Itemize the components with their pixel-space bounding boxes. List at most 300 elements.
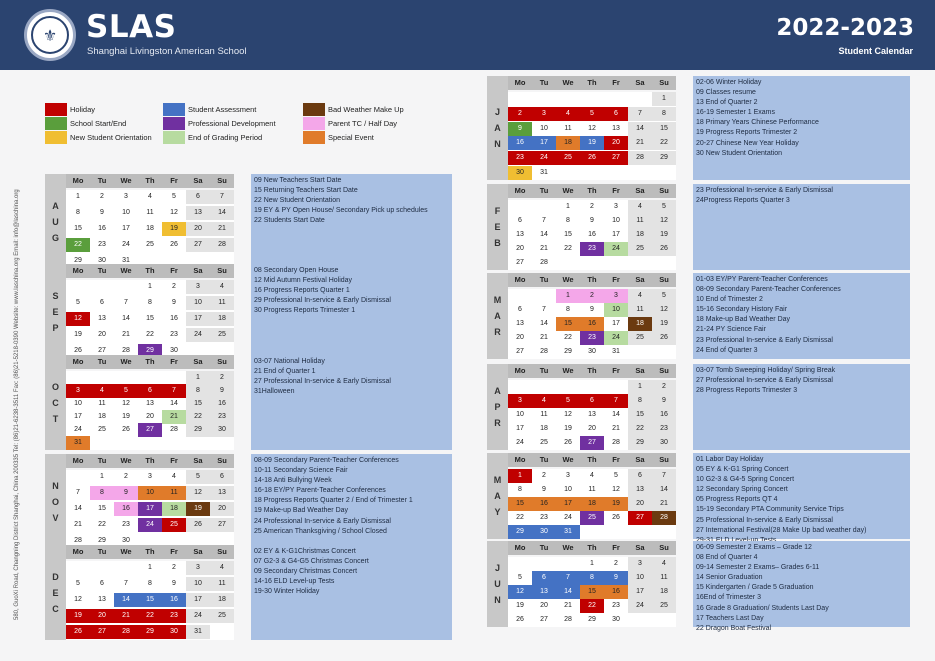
date-cell: 21 bbox=[628, 136, 652, 150]
date-cell: 19 bbox=[516, 602, 524, 609]
date-cell: 22 bbox=[564, 334, 572, 341]
event-item: 18 Progress Reports Quarter 2 / End of Trimester 1 bbox=[254, 497, 413, 505]
date-cell: 13 bbox=[210, 486, 234, 500]
date-cell: 27 bbox=[516, 348, 524, 355]
date-cell: 19 bbox=[652, 317, 676, 331]
weekday-label: Tu bbox=[539, 275, 549, 284]
date-cell: 15 bbox=[508, 497, 532, 511]
month-dec bbox=[45, 545, 235, 640]
month-label bbox=[487, 364, 508, 450]
seal-icon: ⚜ bbox=[31, 16, 69, 54]
date-cell: 30 bbox=[210, 423, 234, 437]
date-cell: 28 bbox=[612, 439, 620, 446]
date-cell: 11 bbox=[628, 303, 652, 317]
date-cell: 23 bbox=[170, 331, 178, 338]
date-cell: 25 bbox=[162, 518, 186, 532]
date-cell: 2 bbox=[172, 283, 176, 290]
event-item: 22 Dragon Boat Festival bbox=[696, 624, 772, 632]
event-item: 08-09 Secondary Parent-Teacher Conferences bbox=[254, 457, 399, 464]
event-item: 23 Professional In-service & Early Dismissal bbox=[696, 336, 833, 344]
weekday-label: Sa bbox=[635, 366, 645, 375]
date-cell: 28 bbox=[628, 151, 652, 165]
weekday-label: Mo bbox=[72, 456, 84, 465]
date-cell: 21 bbox=[210, 222, 234, 236]
month-letter: A bbox=[494, 123, 501, 133]
date-cell: 27 bbox=[210, 518, 234, 532]
month-apr bbox=[487, 364, 677, 450]
month-letter: G bbox=[51, 232, 59, 243]
date-cell: 19 bbox=[74, 331, 82, 338]
date-cell: 4 bbox=[90, 384, 114, 398]
weekday-label: Mo bbox=[514, 543, 526, 552]
date-cell: 31 bbox=[186, 625, 210, 639]
event-item: 01-03 EY/PY Parent-Teacher Conferences bbox=[696, 276, 828, 283]
date-cell: 8 bbox=[518, 486, 522, 493]
events-panel bbox=[251, 454, 452, 549]
date-cell: 4 bbox=[652, 557, 676, 571]
weekday-label: Tu bbox=[97, 176, 107, 185]
month-letter: J bbox=[494, 563, 500, 573]
date-cell: 9 bbox=[172, 299, 176, 306]
date-grid bbox=[508, 380, 676, 450]
date-cell: 23 bbox=[162, 609, 186, 623]
date-cell: 29 bbox=[186, 423, 210, 437]
event-item: 17 Teachers Last Day bbox=[696, 614, 764, 622]
date-cell: 16 bbox=[604, 585, 628, 599]
month-may bbox=[487, 453, 677, 539]
legend-label: Parent TC / Half Day bbox=[328, 119, 398, 128]
weekday-label: Su bbox=[659, 455, 669, 464]
month-label bbox=[487, 453, 508, 539]
event-item: 12 Mid Autumn Festival Holiday bbox=[254, 277, 353, 285]
date-cell: 24 bbox=[186, 609, 210, 623]
date-cell: 13 bbox=[628, 483, 652, 497]
date-cell: 5 bbox=[580, 107, 604, 121]
date-cell: 28 bbox=[540, 348, 548, 355]
month-label bbox=[45, 355, 66, 450]
date-cell: 4 bbox=[172, 473, 176, 480]
date-cell: 23 bbox=[612, 602, 620, 609]
date-cell: 14 bbox=[612, 411, 620, 418]
date-cell: 16 bbox=[580, 317, 604, 331]
month-letter: Y bbox=[494, 507, 501, 517]
weekday-label: Mo bbox=[514, 455, 526, 464]
date-cell: 3 bbox=[186, 280, 210, 294]
date-cell: 27 bbox=[604, 151, 628, 165]
date-cell: 30 bbox=[612, 616, 620, 623]
date-cell: 20 bbox=[98, 331, 106, 338]
date-cell: 20 bbox=[540, 602, 548, 609]
date-cell: 5 bbox=[652, 200, 676, 214]
date-cell: 14 bbox=[540, 231, 548, 238]
date-cell: 26 bbox=[170, 241, 178, 248]
date-cell: 6 bbox=[186, 190, 210, 204]
date-cell: 21 bbox=[652, 497, 676, 511]
date-cell: 17 bbox=[532, 136, 556, 150]
date-cell: 13 bbox=[516, 320, 524, 327]
date-cell: 22 bbox=[138, 609, 162, 623]
date-cell: 10 bbox=[186, 577, 210, 591]
events-panel bbox=[693, 273, 910, 359]
date-cell: 25 bbox=[98, 426, 106, 433]
date-cell: 1 bbox=[186, 371, 210, 385]
date-cell: 8 bbox=[628, 394, 652, 408]
event-item: 16 Progress Reports Quarter 1 bbox=[254, 287, 350, 295]
date-cell: 27 bbox=[516, 259, 524, 266]
weekday-label: Th bbox=[145, 456, 155, 465]
date-cell: 10 bbox=[628, 571, 652, 585]
weekday-label: Fr bbox=[612, 543, 620, 552]
date-cell: 22 bbox=[652, 136, 676, 150]
date-cell: 27 bbox=[580, 436, 604, 450]
legend-item bbox=[163, 131, 262, 144]
date-cell: 10 bbox=[516, 411, 524, 418]
date-cell: 2 bbox=[100, 193, 104, 200]
month-letter: A bbox=[494, 491, 501, 501]
date-cell: 1 bbox=[556, 289, 580, 303]
event-item: 14 Senior Graduation bbox=[696, 574, 763, 582]
date-cell: 28 bbox=[122, 347, 130, 354]
legend-item bbox=[45, 131, 152, 144]
date-cell: 2 bbox=[542, 472, 546, 479]
date-cell: 3 bbox=[508, 394, 532, 408]
event-item: 02 EY & K-G1Christmas Concert bbox=[254, 548, 356, 555]
weekday-label: Mo bbox=[514, 366, 526, 375]
date-cell: 13 bbox=[588, 411, 596, 418]
date-cell: 12 bbox=[66, 312, 90, 326]
event-item: 06-09 Semester 2 Exams – Grade 12 bbox=[696, 544, 812, 551]
event-item: 30 New Student Orientation bbox=[696, 149, 782, 157]
weekday-header bbox=[66, 355, 234, 369]
date-grid bbox=[66, 561, 234, 640]
month-label bbox=[45, 174, 66, 269]
date-cell: 9 bbox=[114, 486, 138, 500]
date-cell: 24 bbox=[604, 331, 628, 345]
event-item: 16-19 Semester 1 Exams bbox=[696, 109, 775, 117]
date-cell: 4 bbox=[532, 394, 556, 408]
date-cell: 26 bbox=[580, 151, 604, 165]
date-cell: 18 bbox=[210, 312, 234, 326]
legend-item bbox=[303, 131, 374, 144]
legend-label: Professional Development bbox=[188, 119, 276, 128]
weekday-label: We bbox=[562, 455, 574, 464]
events-panel bbox=[693, 364, 910, 450]
event-item: 03-07 National Holiday bbox=[254, 358, 325, 365]
legend-swatch bbox=[45, 117, 67, 130]
date-cell: 28 bbox=[170, 426, 178, 433]
date-cell: 12 bbox=[564, 411, 572, 418]
weekday-label: Tu bbox=[539, 78, 549, 87]
event-item: 09-14 Semester 2 Exams– Grades 6-11 bbox=[696, 564, 820, 572]
date-cell: 23 bbox=[540, 514, 548, 521]
date-cell: 15 bbox=[556, 317, 580, 331]
weekday-label: Fr bbox=[612, 275, 620, 284]
date-cell: 22 bbox=[580, 599, 604, 613]
legend-label: New Student Orientation bbox=[70, 133, 152, 142]
date-cell: 13 bbox=[532, 585, 556, 599]
month-letter: F bbox=[494, 206, 501, 216]
date-cell: 7 bbox=[556, 571, 580, 585]
event-item: 02-06 Winter Holiday bbox=[696, 79, 762, 86]
weekday-label: Tu bbox=[97, 357, 107, 366]
date-cell: 5 bbox=[172, 193, 176, 200]
month-letter: D bbox=[52, 571, 59, 582]
date-cell: 8 bbox=[148, 580, 152, 587]
month-jun bbox=[487, 541, 677, 627]
date-cell: 25 bbox=[146, 241, 154, 248]
weekday-label: Tu bbox=[539, 186, 549, 195]
date-cell: 17 bbox=[122, 225, 130, 232]
month-letter: B bbox=[494, 238, 501, 248]
date-cell: 7 bbox=[124, 580, 128, 587]
date-cell: 7 bbox=[628, 107, 652, 121]
date-cell: 11 bbox=[146, 209, 154, 216]
date-cell: 26 bbox=[122, 426, 130, 433]
date-cell: 20 bbox=[210, 502, 234, 516]
weekday-label: We bbox=[562, 78, 574, 87]
date-cell: 2 bbox=[590, 203, 594, 210]
date-cell: 23 bbox=[580, 242, 604, 256]
date-cell: 24 bbox=[186, 328, 210, 342]
date-cell: 25 bbox=[210, 609, 234, 623]
date-cell: 15 bbox=[74, 225, 82, 232]
month-label bbox=[45, 454, 66, 549]
month-letter: N bbox=[494, 139, 501, 149]
date-cell: 22 bbox=[98, 521, 106, 528]
date-cell: 10 bbox=[540, 124, 548, 132]
brand-name: SLAS bbox=[86, 9, 177, 45]
date-cell: 19 bbox=[564, 425, 572, 432]
date-cell: 27 bbox=[186, 238, 210, 252]
weekday-label: Mo bbox=[72, 266, 84, 275]
date-cell: 8 bbox=[186, 384, 210, 398]
date-cell: 21 bbox=[564, 602, 572, 609]
date-cell: 1 bbox=[508, 469, 532, 483]
date-grid bbox=[66, 470, 234, 549]
weekday-header bbox=[508, 184, 676, 198]
event-item: 14-16 ELD Level-up Tests bbox=[254, 578, 335, 586]
date-cell: 22 bbox=[186, 410, 210, 424]
month-letter: O bbox=[51, 496, 59, 507]
date-cell: 26 bbox=[652, 331, 676, 345]
date-cell: 3 bbox=[66, 384, 90, 398]
event-item: 27 Professional In-service & Early Dismissal bbox=[254, 378, 391, 386]
month-letter: N bbox=[52, 480, 59, 491]
date-cell: 27 bbox=[628, 511, 652, 525]
date-cell: 2 bbox=[124, 473, 128, 480]
date-cell: 7 bbox=[210, 190, 234, 204]
date-cell: 13 bbox=[146, 400, 154, 407]
weekday-label: Mo bbox=[72, 547, 84, 556]
date-cell: 11 bbox=[540, 411, 548, 418]
event-item: 01 Labor Day Holiday bbox=[696, 456, 764, 463]
date-cell: 20 bbox=[516, 245, 524, 252]
date-cell: 17 bbox=[186, 593, 210, 607]
date-cell: 7 bbox=[542, 217, 546, 224]
weekday-label: We bbox=[120, 176, 132, 185]
weekday-label: We bbox=[120, 357, 132, 366]
date-cell: 24 bbox=[122, 241, 130, 248]
weekday-header bbox=[66, 545, 234, 559]
date-cell: 20 bbox=[186, 222, 210, 236]
weekday-label: We bbox=[120, 547, 132, 556]
month-sep bbox=[45, 264, 235, 359]
date-cell: 19 bbox=[652, 228, 676, 242]
date-cell: 1 bbox=[148, 564, 152, 571]
date-cell: 12 bbox=[170, 209, 178, 216]
date-cell: 11 bbox=[588, 486, 596, 493]
month-letter: T bbox=[52, 413, 59, 424]
event-item: 09 Classes resume bbox=[696, 89, 756, 97]
date-cell: 27 bbox=[98, 347, 106, 354]
weekday-label: Mo bbox=[514, 186, 526, 195]
date-cell: 28 bbox=[540, 259, 548, 266]
date-cell: 26 bbox=[74, 347, 82, 354]
date-cell: 30 bbox=[162, 625, 186, 639]
weekday-label: We bbox=[562, 275, 574, 284]
date-cell: 9 bbox=[210, 384, 234, 398]
date-cell: 14 bbox=[540, 320, 548, 327]
date-cell: 20 bbox=[628, 497, 652, 511]
date-cell: 19 bbox=[66, 609, 90, 623]
legend-swatch bbox=[163, 103, 185, 116]
event-item: 15 Kindergarten / Grade 5 Graduation bbox=[696, 584, 814, 592]
legend-label: Holiday bbox=[70, 105, 96, 114]
weekday-label: Th bbox=[587, 455, 597, 464]
date-cell: 25 bbox=[628, 331, 652, 345]
date-cell: 8 bbox=[566, 306, 570, 313]
date-cell: 10 bbox=[564, 486, 572, 493]
date-cell: 26 bbox=[564, 439, 572, 446]
date-cell: 16 bbox=[170, 315, 178, 322]
date-cell: 23 bbox=[210, 410, 234, 424]
weekday-label: Fr bbox=[170, 547, 178, 556]
date-cell: 11 bbox=[162, 486, 186, 500]
date-cell: 4 bbox=[210, 561, 234, 575]
month-letter: N bbox=[494, 595, 501, 605]
month-letter: O bbox=[51, 381, 59, 392]
month-letter: M bbox=[493, 295, 502, 305]
legend-item bbox=[163, 103, 256, 116]
date-cell: 12 bbox=[652, 303, 676, 317]
date-cell: 17 bbox=[628, 585, 652, 599]
month-letter: R bbox=[494, 327, 501, 337]
date-cell: 30 bbox=[652, 436, 676, 450]
event-item: 15-19 Secondary PTA Community Service Trips bbox=[696, 506, 844, 514]
date-cell: 17 bbox=[138, 502, 162, 516]
date-cell: 7 bbox=[76, 489, 80, 496]
weekday-label: Th bbox=[145, 266, 155, 275]
date-cell: 7 bbox=[124, 299, 128, 306]
event-item: 19 Make-up Bad Weather Day bbox=[254, 507, 349, 515]
date-grid bbox=[508, 92, 676, 180]
month-label bbox=[487, 184, 508, 270]
weekday-label: Tu bbox=[97, 547, 107, 556]
weekday-label: Th bbox=[587, 186, 597, 195]
date-cell: 23 bbox=[122, 521, 130, 528]
date-cell: 18 bbox=[540, 425, 548, 432]
date-cell: 24 bbox=[74, 426, 82, 433]
legend-swatch bbox=[303, 103, 325, 116]
date-cell: 11 bbox=[210, 296, 234, 310]
school-year: 2022-2023 bbox=[776, 15, 914, 41]
date-cell: 3 bbox=[566, 472, 570, 479]
date-cell: 7 bbox=[162, 384, 186, 398]
date-cell: 6 bbox=[210, 470, 234, 484]
date-cell: 2 bbox=[614, 560, 618, 567]
event-item: 24 Professional In-service & Early Dismissal bbox=[254, 517, 391, 525]
date-cell: 5 bbox=[76, 299, 80, 306]
month-letter: U bbox=[52, 216, 59, 227]
month-letter: A bbox=[494, 386, 501, 396]
date-cell: 2 bbox=[172, 564, 176, 571]
weekday-header bbox=[508, 364, 676, 378]
weekday-label: Fr bbox=[170, 357, 178, 366]
events-panel bbox=[693, 184, 910, 270]
legend-label: Special Event bbox=[328, 133, 374, 142]
events-panel bbox=[251, 174, 452, 269]
date-cell: 23 bbox=[652, 422, 676, 436]
event-item: 25 American Thanksgiving / School Closed bbox=[254, 527, 387, 535]
weekday-header bbox=[508, 76, 676, 90]
month-letter: P bbox=[52, 322, 59, 333]
date-cell: 24 bbox=[564, 514, 572, 521]
date-cell: 14 bbox=[170, 400, 178, 407]
date-cell: 8 bbox=[148, 299, 152, 306]
date-cell: 18 bbox=[98, 413, 106, 420]
date-cell: 13 bbox=[516, 231, 524, 238]
event-item: 16End of Trimester 3 bbox=[696, 594, 761, 602]
date-cell: 3 bbox=[614, 203, 618, 210]
date-cell: 5 bbox=[652, 289, 676, 303]
date-cell: 16 bbox=[652, 408, 676, 422]
date-cell: 18 bbox=[580, 497, 604, 511]
date-cell: 1 bbox=[628, 380, 652, 394]
date-cell: 3 bbox=[532, 107, 556, 121]
date-cell: 14 bbox=[652, 483, 676, 497]
date-cell: 12 bbox=[652, 214, 676, 228]
month-letter: J bbox=[494, 107, 500, 117]
date-cell: 17 bbox=[556, 497, 580, 511]
legend-swatch bbox=[303, 117, 325, 130]
date-cell: 20 bbox=[516, 334, 524, 341]
date-cell: 15 bbox=[564, 231, 572, 238]
date-cell: 29 bbox=[564, 348, 572, 355]
date-cell: 4 bbox=[210, 280, 234, 294]
date-cell: 2 bbox=[580, 289, 604, 303]
date-cell: 9 bbox=[100, 209, 104, 216]
date-cell: 9 bbox=[542, 486, 546, 493]
date-cell: 18 bbox=[210, 593, 234, 607]
date-cell: 13 bbox=[98, 315, 106, 322]
date-cell: 14 bbox=[556, 585, 580, 599]
date-cell: 12 bbox=[508, 585, 532, 599]
legend bbox=[45, 103, 455, 145]
weekday-label: Mo bbox=[72, 357, 84, 366]
events-panel bbox=[693, 453, 910, 539]
event-item: 19 EY & PY Open House/ Secondary Pick up schedules bbox=[254, 207, 428, 215]
date-cell: 28 bbox=[210, 238, 234, 252]
date-cell: 25 bbox=[652, 599, 676, 613]
weekday-label: Sa bbox=[635, 543, 645, 552]
date-cell: 6 bbox=[628, 469, 652, 483]
month-letter: C bbox=[52, 397, 59, 408]
date-cell: 10 bbox=[122, 209, 130, 216]
date-cell: 21 bbox=[122, 331, 130, 338]
event-item: 15 Returning Teachers Start Date bbox=[254, 187, 358, 195]
date-cell: 6 bbox=[532, 571, 556, 585]
event-item: 21 End of Quarter 1 bbox=[254, 368, 316, 376]
